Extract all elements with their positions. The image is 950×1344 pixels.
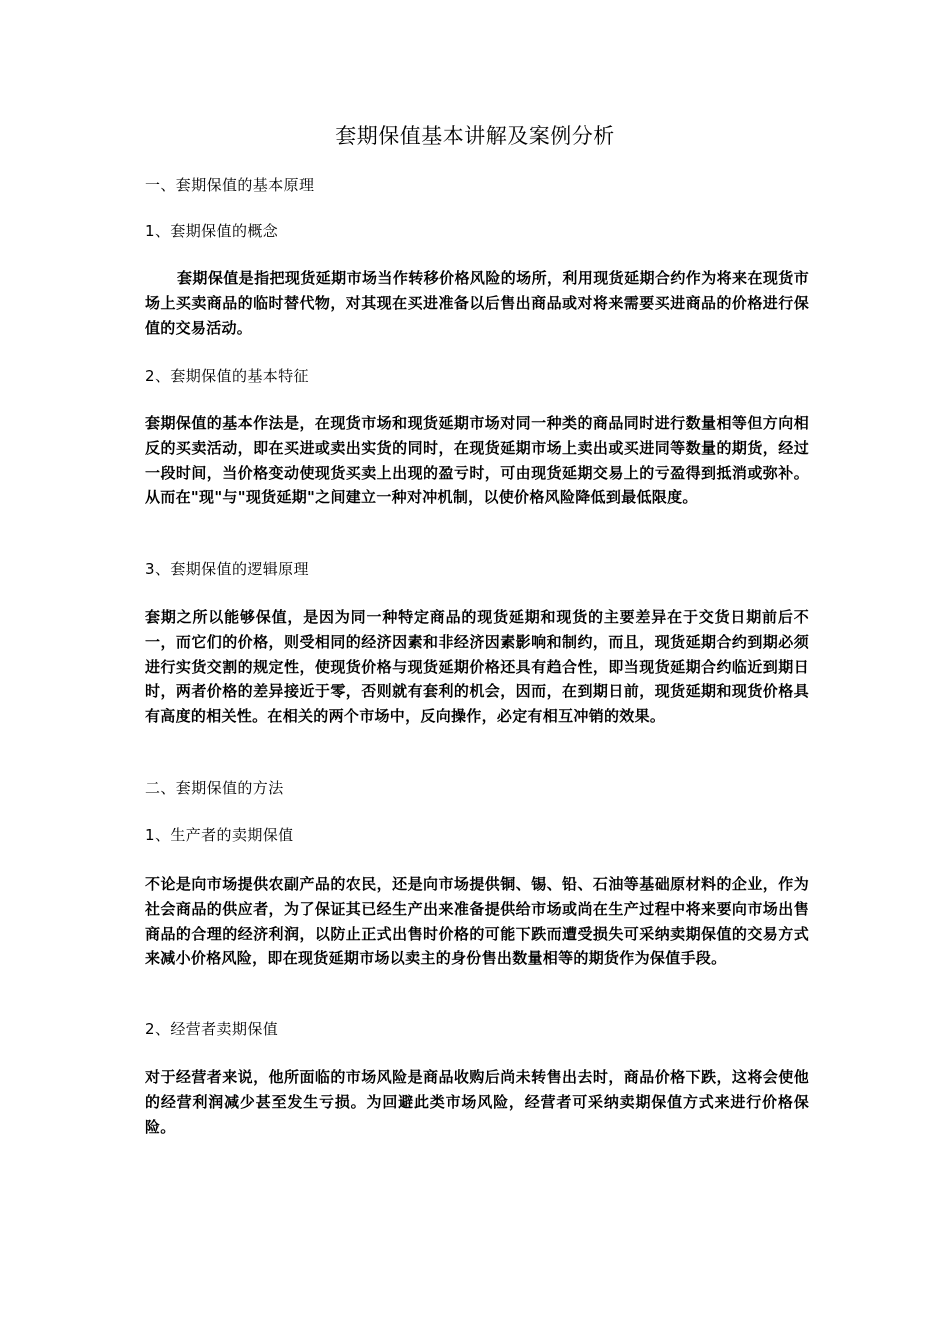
- paragraph-dealer-hedge: 对于经营者来说，他所面临的市场风险是商品收购后尚未转售出去时，商品价格下跌，这将会使他的经营利润减少甚至发生亏损。为回避此类市场风险，经营者可采纳卖期保值方式来进行价格保险。: [145, 1068, 809, 1136]
- subsection-heading-logic: 3、套期保值的逻辑原理: [145, 560, 309, 578]
- section-heading-methods: 二、套期保值的方法: [145, 779, 284, 797]
- subsection-heading-concept: 1、套期保值的概念: [145, 222, 279, 240]
- paragraph-producer-hedge: 不论是向市场提供农副产品的农民，还是向市场提供铜、锡、铅、石油等基础原材料的企业，作为社会商品的供应者，为了保证其已经生产出来准备提供给市场或尚在生产过程中将来要向市场出售商品的合理的经济利润，以防止正式出售时价格的可能下跌而遭受损失可采纳卖期保值的交易方式来减小价格风险，即在现货延期市场以卖主的身份售出数量相等的期货作为保值手段。: [145, 875, 809, 968]
- subsection-heading-dealer-hedge: 2、经营者卖期保值: [145, 1020, 279, 1038]
- paragraph-features: 套期保值的基本作法是，在现货市场和现货延期市场对同一种类的商品同时进行数量相等但方向相反的买卖活动，即在买进或卖出实货的同时，在现货延期市场上卖出或买进同等数量的期货，经过一段时间，当价格变动使现货买卖上出现的盈亏时，可由现货延期交易上的亏盈得到抵消或弥补。从而在"现"与"现货延期"之间建立一种对冲机制，以使价格风险降低到最低限度。: [145, 414, 809, 507]
- subsection-heading-producer-hedge: 1、生产者的卖期保值: [145, 826, 294, 844]
- paragraph-logic: 套期之所以能够保值，是因为同一种特定商品的现货延期和现货的主要差异在于交货日期前后不一，而它们的价格，则受相同的经济因素和非经济因素影响和制约，而且，现货延期合约到期必须进行实货交割的规定性，使现货价格与现货延期价格还具有趋合性，即当现货延期合约临近到期日时，两者价格的差异接近于零，否则就有套利的机会，因而，在到期日前，现货延期和现货价格具有高度的相关性。在相关的两个市场中，反向操作，必定有相互冲销的效果。: [145, 608, 809, 726]
- section-heading-principles: 一、套期保值的基本原理: [145, 176, 315, 194]
- subsection-heading-features: 2、套期保值的基本特征: [145, 367, 309, 385]
- document-title: 套期保值基本讲解及案例分析: [335, 124, 615, 148]
- paragraph-concept: 套期保值是指把现货延期市场当作转移价格风险的场所，利用现货延期合约作为将来在现货市场上买卖商品的临时替代物，对其现在买进准备以后售出商品或对将来需要买进商品的价格进行保值的交易活动。: [145, 269, 809, 337]
